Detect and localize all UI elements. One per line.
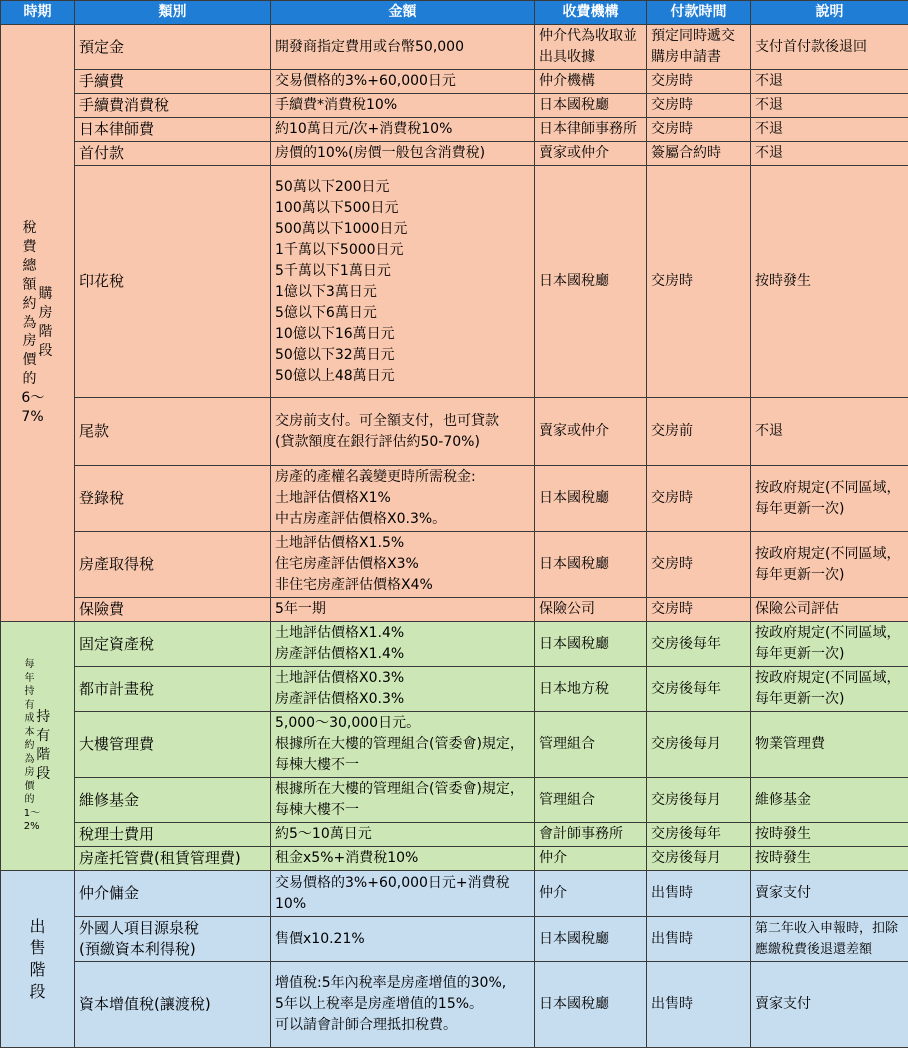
- note-cell: 按時發生: [751, 847, 908, 871]
- amount-cell: 開發商指定費用或台幣50,000: [271, 25, 535, 70]
- period-cell-buy: [1, 25, 75, 622]
- table-row: [1, 778, 908, 823]
- category-cell: 稅理士費用: [75, 823, 271, 847]
- agency-cell: 管理組合: [535, 778, 647, 823]
- note-cell: 按政府規定(不同區域，每年更新一次): [751, 466, 908, 532]
- note-cell: 保險公司評估: [751, 598, 908, 622]
- note-cell: 不退: [751, 70, 908, 94]
- table-row: [1, 847, 908, 871]
- timing-cell: 交房時: [647, 532, 751, 598]
- table-row: [1, 466, 908, 532]
- amount-cell: 土地評估價格X0.3% 房產評估價格X0.3%: [271, 667, 535, 712]
- table-row: [1, 962, 908, 1048]
- agency-cell: 日本國稅廳: [535, 94, 647, 118]
- amount-cell: 交易價格的3%+60,000日元+消費稅10%: [271, 871, 535, 917]
- header-category: 類別: [75, 1, 271, 25]
- timing-cell: 出售時: [647, 962, 751, 1048]
- category-cell: 尾款: [75, 398, 271, 466]
- category-cell: 仲介傭金: [75, 871, 271, 917]
- amount-cell: 5年一期: [271, 598, 535, 622]
- note-cell: 不退: [751, 398, 908, 466]
- header-agency: 收費機構: [535, 1, 647, 25]
- timing-cell: 簽屬合約時: [647, 142, 751, 166]
- category-cell: 大樓管理費: [75, 712, 271, 778]
- amount-cell: 交易價格的3%+60,000日元: [271, 70, 535, 94]
- table-row: [1, 667, 908, 712]
- agency-cell: 日本國稅廳: [535, 622, 647, 667]
- category-cell: 保險費: [75, 598, 271, 622]
- table-row: [1, 712, 908, 778]
- timing-cell: 交房後每月: [647, 847, 751, 871]
- amount-cell: 土地評估價格X1.4% 房產評估價格X1.4%: [271, 622, 535, 667]
- note-cell: 不退: [751, 118, 908, 142]
- note-cell: 按政府規定(不同區域，每年更新一次): [751, 667, 908, 712]
- amount-cell: 租金x5%+消費稅10%: [271, 847, 535, 871]
- agency-cell: 會計師事務所: [535, 823, 647, 847]
- table-row: [1, 70, 908, 94]
- table-body: [1, 25, 908, 1048]
- period-summary: 每年持有成本約為房價的1〜2%: [24, 658, 36, 834]
- agency-cell: 日本國稅廳: [535, 532, 647, 598]
- amount-cell: 增值稅:5年內稅率是房產增值的30%, 5年以上稅率是房產增值的15%。 可以請會計師合理抵扣稅費。: [271, 962, 535, 1048]
- agency-cell: 賣家或仲介: [535, 398, 647, 466]
- note-cell: 不退: [751, 94, 908, 118]
- agency-cell: 仲介代為收取並出具收據: [535, 25, 647, 70]
- category-cell: 手續費: [75, 70, 271, 94]
- amount-cell: 土地評估價格X1.5% 住宅房產評估價格X3% 非住宅房產評估價格X4%: [271, 532, 535, 598]
- timing-cell: 交房後每月: [647, 778, 751, 823]
- agency-cell: 仲介: [535, 871, 647, 917]
- period-summary: 稅費總額約為房價的6〜7%: [21, 219, 37, 427]
- amount-cell: 房價的10%(房價一般包含消費稅): [271, 142, 535, 166]
- period-cell-hold: [1, 622, 75, 871]
- timing-cell: 交房後每年: [647, 622, 751, 667]
- note-cell: 維修基金: [751, 778, 908, 823]
- table-row: [1, 532, 908, 598]
- note-cell: 第二年收入申報時，扣除應繳稅費後退還差額: [751, 917, 908, 962]
- timing-cell: 交房後每月: [647, 712, 751, 778]
- amount-cell: 手續費*消費稅10%: [271, 94, 535, 118]
- agency-cell: 保險公司: [535, 598, 647, 622]
- agency-cell: 仲介: [535, 847, 647, 871]
- header-note: 說明: [751, 1, 908, 25]
- amount-cell: 約5〜10萬日元: [271, 823, 535, 847]
- period-stage: 購房階段: [38, 285, 54, 361]
- agency-cell: 管理組合: [535, 712, 647, 778]
- timing-cell: 交房時: [647, 118, 751, 142]
- period-cell-sell: [1, 871, 75, 1048]
- amount-cell: 50萬以下200日元 100萬以下500日元 500萬以下1000日元 1千萬以下5000日元 5千萬以下1萬日元 1億以下3萬日元 5億以下6萬日元 10億以下16萬日元 50億以下32萬日元 50億以上48萬日元: [271, 166, 535, 398]
- table-row: [1, 118, 908, 142]
- header-row: [1, 1, 908, 25]
- table-row: [1, 398, 908, 466]
- category-cell: 預定金: [75, 25, 271, 70]
- category-cell: 日本律師費: [75, 118, 271, 142]
- amount-cell: 根據所在大樓的管理組合(管委會)規定，每棟大樓不一: [271, 778, 535, 823]
- timing-cell: 交房後每年: [647, 667, 751, 712]
- period-stage: 出售階段: [28, 916, 46, 1002]
- agency-cell: 日本國稅廳: [535, 917, 647, 962]
- note-cell: 賣家支付: [751, 871, 908, 917]
- amount-cell: 5,000〜30,000日元。 根據所在大樓的管理組合(管委會)規定，每棟大樓不一: [271, 712, 535, 778]
- amount-cell: 交房前支付。可全額支付，也可貸款 (貸款額度在銀行評估約50-70%): [271, 398, 535, 466]
- timing-cell: 交房時: [647, 598, 751, 622]
- category-cell: 首付款: [75, 142, 271, 166]
- timing-cell: 交房時: [647, 166, 751, 398]
- agency-cell: 日本地方稅: [535, 667, 647, 712]
- table-row: [1, 871, 908, 917]
- period-stage: 持有階段: [35, 708, 51, 784]
- category-cell: 房產托管費(租賃管理費): [75, 847, 271, 871]
- table-row: [1, 166, 908, 398]
- header-period: 時期: [1, 1, 75, 25]
- timing-cell: 出售時: [647, 917, 751, 962]
- category-cell: 印花稅: [75, 166, 271, 398]
- category-cell: 手續費消費稅: [75, 94, 271, 118]
- amount-cell: 房產的產權名義變更時所需稅金: 土地評估價格X1% 中古房產評估價格X0.3%。: [271, 466, 535, 532]
- table-row: [1, 917, 908, 962]
- timing-cell: 交房時: [647, 94, 751, 118]
- timing-cell: 交房時: [647, 466, 751, 532]
- category-cell: 資本增值稅(讓渡稅): [75, 962, 271, 1048]
- timing-cell: 交房後每年: [647, 823, 751, 847]
- table-row: [1, 25, 908, 70]
- note-cell: 按政府規定(不同區域，每年更新一次): [751, 532, 908, 598]
- agency-cell: 日本國稅廳: [535, 466, 647, 532]
- note-cell: 按時發生: [751, 166, 908, 398]
- note-cell: 不退: [751, 142, 908, 166]
- table-row: [1, 142, 908, 166]
- amount-cell: 約10萬日元/次+消費稅10%: [271, 118, 535, 142]
- table-row: [1, 94, 908, 118]
- timing-cell: 交房前: [647, 398, 751, 466]
- category-cell: 登錄稅: [75, 466, 271, 532]
- agency-cell: 仲介機構: [535, 70, 647, 94]
- table-row: [1, 823, 908, 847]
- note-cell: 按時發生: [751, 823, 908, 847]
- category-cell: 維修基金: [75, 778, 271, 823]
- category-cell: 都市計畫稅: [75, 667, 271, 712]
- timing-cell: 交房時: [647, 70, 751, 94]
- category-cell: 外國人項目源泉稅 (預繳資本利得稅): [75, 917, 271, 962]
- timing-cell: 預定同時遞交購房申請書: [647, 25, 751, 70]
- header-timing: 付款時間: [647, 1, 751, 25]
- note-cell: 支付首付款後退回: [751, 25, 908, 70]
- agency-cell: 賣家或仲介: [535, 142, 647, 166]
- amount-cell: 售價x10.21%: [271, 917, 535, 962]
- category-cell: 房產取得稅: [75, 532, 271, 598]
- agency-cell: 日本國稅廳: [535, 166, 647, 398]
- header-amount: 金額: [271, 1, 535, 25]
- table-row: [1, 622, 908, 667]
- note-cell: 按政府規定(不同區域，每年更新一次): [751, 622, 908, 667]
- category-cell: 固定資產稅: [75, 622, 271, 667]
- agency-cell: 日本律師事務所: [535, 118, 647, 142]
- agency-cell: 日本國稅廳: [535, 962, 647, 1048]
- note-cell: 賣家支付: [751, 962, 908, 1048]
- timing-cell: 出售時: [647, 871, 751, 917]
- note-cell: 物業管理費: [751, 712, 908, 778]
- table-row: [1, 598, 908, 622]
